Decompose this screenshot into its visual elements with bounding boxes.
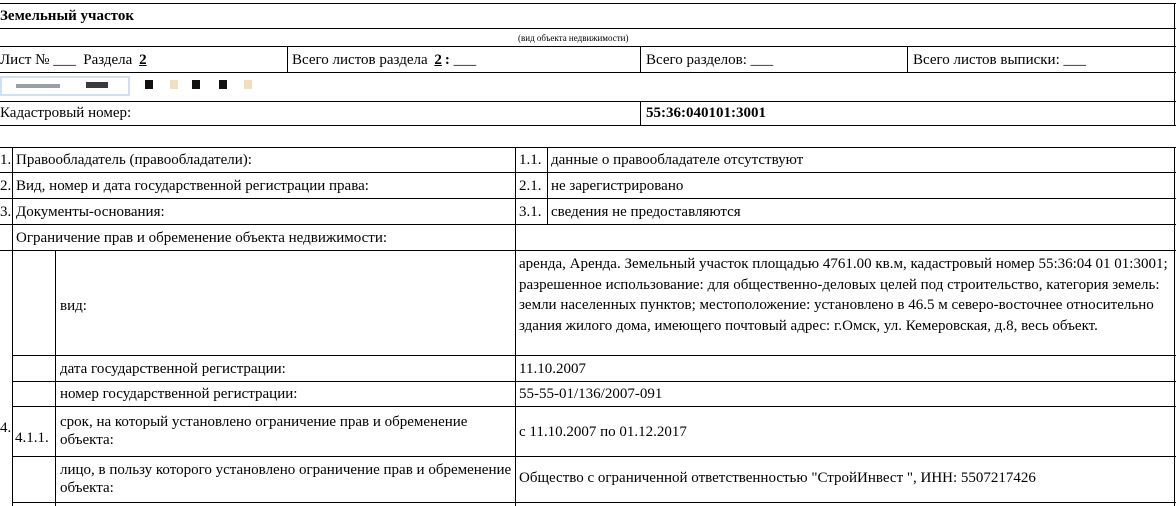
sheet-blank: ___ xyxy=(53,51,76,68)
total-sections-label: Всего разделов: xyxy=(646,51,747,68)
total-sections xyxy=(646,50,773,70)
row-1-value: данные о правообладателе отсутствуют xyxy=(551,151,804,168)
registration-date-label: дата государственной регистрации: xyxy=(60,360,286,377)
row-3-sub: 3.1. xyxy=(519,203,542,220)
registration-date-value: 11.10.2007 xyxy=(519,360,586,377)
section-label: Раздела xyxy=(83,51,133,68)
row-2-num: 2. xyxy=(0,177,12,194)
row-1-label: Правообладатель (правообладатели): xyxy=(16,151,252,168)
restriction-type-value: аренда, Аренда. Земельный участок площадью 4761.00 кв.м, кадастровый номер 55:36:04 01 01:3001; разрешенное использование: для общественно-деловых целей под строительство, категория земель: земли населенных пунктов; местоположение: установлено в 46.5 м северо-восточнее относительно здания жилого дома, имеющего почтовый адрес: г.Омск, ул. Кемеровская, д.8, весь объект. xyxy=(519,256,1168,334)
row-2-label: Вид, номер и дата государственной регистрации права: xyxy=(16,177,369,194)
redaction-block xyxy=(244,80,252,89)
sheet-label: Лист № xyxy=(0,51,50,68)
beneficiary-value: Общество с ограниченной ответственностью "СтройИнвест ", ИНН: 5507217426 xyxy=(519,469,1036,486)
row-3-label: Документы-основания: xyxy=(16,203,165,220)
row-4-num: 4. xyxy=(0,419,12,436)
row-1-num: 1. xyxy=(0,151,12,168)
section-value: 2 xyxy=(139,51,147,68)
cadastral-value: 55:36:040101:3001 xyxy=(646,104,766,121)
document-subtitle: (вид объекта недвижимости) xyxy=(518,32,629,43)
total-sheets-extract xyxy=(913,50,1086,70)
beneficiary-label: лицо, в пользу которого установлено ограничение прав и обременение объекта: xyxy=(60,462,512,496)
restriction-term-label: срок, на который установлено ограничение прав и обременение объекта: xyxy=(60,414,468,448)
sheet-number xyxy=(0,50,150,70)
redaction-block xyxy=(192,80,200,89)
total-sheets-extract-blank: ___ xyxy=(1063,51,1086,68)
total-sheets-extract-label: Всего листов выписки: xyxy=(913,51,1060,68)
row-1-sub: 1.1. xyxy=(519,151,542,168)
restriction-term-value: с 11.10.2007 по 01.12.2017 xyxy=(519,423,687,440)
total-sheets-section-sep: : xyxy=(444,51,450,68)
row-4-sub: 4.1.1. xyxy=(15,429,49,446)
row-3-value: сведения не предоставляются xyxy=(551,203,741,220)
redaction-block xyxy=(170,80,178,89)
total-sheets-section-value: 2 xyxy=(434,51,442,68)
restriction-label: Ограничение прав и обременение объекта недвижимости: xyxy=(16,229,388,246)
redaction-block xyxy=(145,80,153,89)
total-sheets-section-label: Всего листов раздела xyxy=(292,51,428,68)
row-2-sub: 2.1. xyxy=(519,177,542,194)
redaction-blur xyxy=(16,84,60,88)
registration-number-value: 55-55-01/136/2007-091 xyxy=(519,385,663,402)
redaction-block xyxy=(219,80,227,89)
registration-number-label: номер государственной регистрации: xyxy=(60,385,298,402)
restriction-type-label: вид: xyxy=(60,297,87,314)
row-2-value: не зарегистрировано xyxy=(551,177,684,194)
total-sections-blank: ___ xyxy=(750,51,774,68)
redaction-blur xyxy=(86,82,108,88)
total-sheets-section-blank: ___ xyxy=(453,51,477,68)
cadastral-label: Кадастровый номер: xyxy=(0,104,132,121)
document-title: Земельный участок xyxy=(0,7,134,24)
total-sheets-section xyxy=(292,50,476,70)
row-3-num: 3. xyxy=(0,203,12,220)
